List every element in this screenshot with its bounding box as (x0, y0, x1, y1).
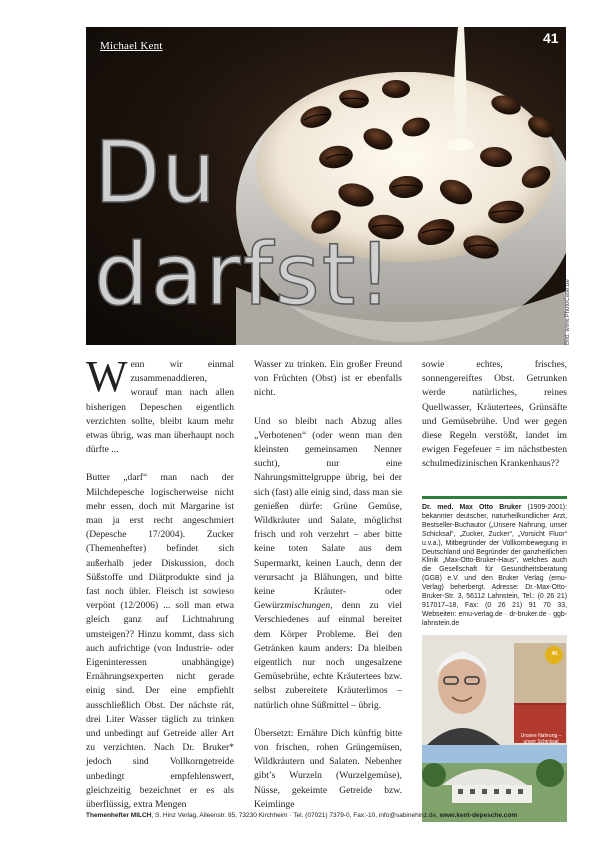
paragraph: Wasser zu trinken. Ein großer Freund von Früchten (Obst) ist er ebenfalls nicht. (254, 359, 402, 399)
headline-line-1: Du (94, 123, 217, 223)
book-badge: 40. (551, 650, 559, 657)
intro-paragraph (86, 352, 234, 457)
info-text (422, 504, 567, 629)
footer-address: , S. Hinz Verlag, Alleenstr. 85, 73230 Kirchheim · Tel. (07021) 7379-0, Fax:-10, info@sabinehinz.de, (151, 812, 440, 819)
article-column-2 (254, 358, 402, 826)
article-column-3 (422, 358, 567, 486)
paragraph (254, 415, 402, 713)
paragraph: sowie echtes, frisches, sonnengereiftes Obst. Getrunken werde natürliches, reines Quellwasser, Kräutertees, Grünsäfte und Gemüsebrühe. Und wer gegen diese Regeln verstößt, landet im ewigen Fegefeuer = im nächstbesten schulmedizinischen Krankenhaus?? (422, 359, 567, 470)
paragraph: Übersetzt: Ernähre Dich künftig bitte von frischen, rohen Grüngemüsen, Wildkräutern und Salaten. Nebenher gibt’s Wurzeln (Wurzelgemüse), Nüsse, gekeimte Getreide bzw. Keimlinge (254, 727, 402, 810)
info-photo-collage (422, 635, 567, 822)
paragraph: Butter „darf“ man nach der Milchdepesche logischerweise nicht mehr essen, doch mit Margarine ist man ja erst recht angeschmiert (Depesche 17/2004). Zucker (Themenhefter) befindet sich außerhalb jeder Diskussion, doch Süßstoffe und Diätprodukte sind ja fast noch übler. Fleisch ist sowieso verpönt (12/2006) ... soll man etwa gleich ganz auf Lichtnahrung umsteigen?? Hinzu kommt, dass sich auch aufrichtige (von Industrie- oder Eigeninteressen unabhängige) Ernährungsexperten nicht gerade einig sind. Der eine empfiehlt ausschließlich Obst. Der nächste rät, drei Liter Wasser täglich zu trinken und unbedingt auf Getreide aller Art zu verzichten. Nach Dr. Bruker* jedoch sind Vollkorngetreide unbedingt empfehlenswert, gleichzeitig bezeichnet er es als überflüssig, extra Mengen (86, 472, 234, 811)
author-name: Michael Kent (100, 40, 163, 52)
page-footer (86, 812, 567, 819)
footer-website-link[interactable]: www.kent-depesche.com (439, 812, 518, 819)
article-column-1 (86, 352, 234, 826)
italic-text: mischungen (284, 600, 331, 612)
footer-publication: Themenhefter MILCH (86, 812, 152, 819)
drop-cap: W (86, 352, 128, 401)
author-info-box (422, 496, 567, 822)
info-description: (1909-2001): bekannter deutscher, naturheilkundlicher Arzt, Bestseller-Buchautor („Unsere Nahrung, unser Schicksal“, „Zucker, Zucker“, „Vorsicht Fluor“ u.v.a.), Mitbegründer der Vollkornbewegung in Deutschland und Begründer der ganzheitlichen Klinik „Max-Otto-Bruker-Haus“, welches auch die Gesellschaft für Gesundheitsberatung (GGB) e.V. und den Bruker Verlag (emu-Verlag) beherbergt. Adresse: Dr.-Max-Otto-Bruker-Str. 3, 56112 Lahnstein, Tel.: (0 26 21) 917017–18, Fax: (0 26 21) 91 70 33, Webseiten: emu-verlag.de · dr-bruker.de · ggb-lahnstein.de (422, 504, 567, 627)
page-number: 41 (543, 30, 559, 46)
headline-line-2: darfst! (94, 225, 394, 325)
photo-credit: Bild: www.PhotoCase.de (565, 279, 571, 345)
paragraph-text: Und so bleibt nach Abzug alles „Verbotenen“ (oder wenn man den kleinsten gemeinsamen Nenner sucht), nur eine Nahrungsmittelgruppe übrig, bei der sich (fast) alle einig sind, dass man sie genießen dürfe: Grüne Gemüse, Wildkräuter und Salate, möglichst frisch und roh verzehrt – aber bitte keine toten Salate aus dem Supermarkt, keinen Lauch, denn der verursacht ja Blähungen, und bitte keine Kräuter- oder Gewürz (254, 415, 402, 612)
info-name: Dr. med. Max Otto Bruker (422, 504, 522, 511)
paragraph-text: , denn zu viel Verschiedenes auf einmal bereitet dem Körper Probleme. Bei den Getränken kaum anders: Da bleiben eigentlich nur noch ungesalzene Gemüsebrühe, echte Kräutertees bzw. selbst zubereitete Kräuterlimos – natürlich ohne Süßmittel – übrig. (254, 600, 402, 711)
book-cover-title: Unsere Nahrung – unser Schicksal (520, 732, 562, 745)
bruker-portrait-and-clinic-image (422, 635, 567, 822)
intro-text: enn wir einmal zusammenaddieren, worauf man nach allen bisherigen Depeschen eigentlich verzichten sollte, bleibt kaum mehr etwas übrig, was man überhaupt noch dürfte ... (86, 359, 234, 456)
